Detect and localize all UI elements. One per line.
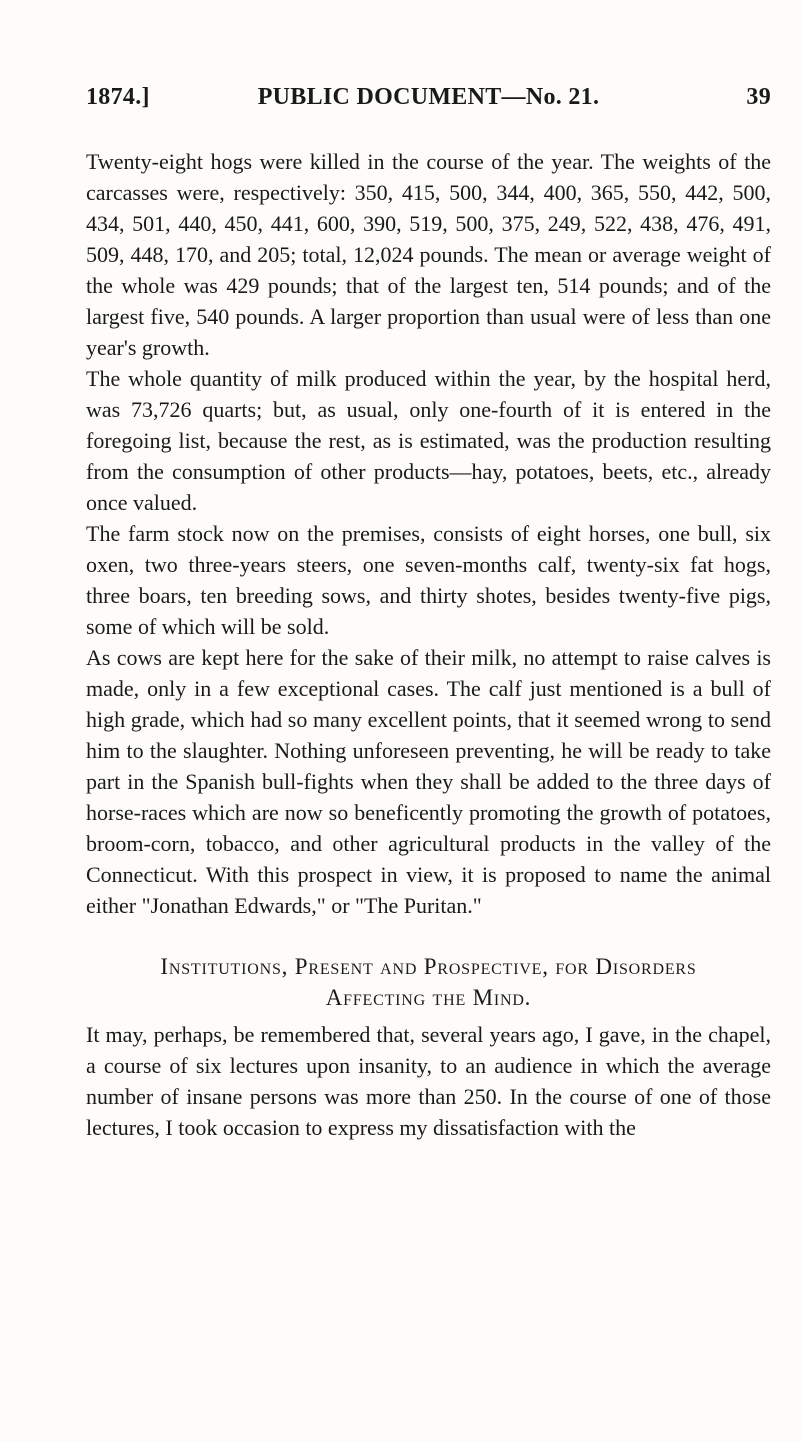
section-heading-line-1: Institutions, Present and Prospective, for Disorders <box>160 954 697 979</box>
body-text <box>86 146 771 1143</box>
header-title: PUBLIC DOCUMENT—No. 21. <box>257 84 600 110</box>
paragraph-milk: The whole quantity of milk produced within the year, by the hospital herd, was 73,726 quarts; but, as usual, only one-fourth of it is entered in the foregoing list, because the rest, as is estimated, was the production resulting from the consumption of other products—hay, potatoes, beets, etc., already once valued. <box>86 366 771 515</box>
section-heading <box>86 951 771 1013</box>
paragraph-hogs: Twenty-eight hogs were killed in the course of the year. The weights of the carcasses were, respectively: 350, 415, 500, 344, 400, 365, 550, 442, 500, 434, 501, 440, 450, 441, 600, 390, 519, 500, 375, 249, 522, 438, 476, 491, 509, 448, 170, and 205; total, 12,024 pounds. The mean or average weight of the whole was 429 pounds; that of the largest ten, 514 pounds; and of the largest five, 540 pounds. A larger proportion than usual were of less than one year's growth. <box>86 149 771 360</box>
page-number: 39 <box>746 84 771 110</box>
paragraph-calves: As cows are kept here for the sake of their milk, no attempt to raise calves is made, only in a few exceptional cases. The calf just mentioned is a bull of high grade, which had so many excellent points, that it seemed wrong to send him to the slaughter. Nothing unforeseen preventing, he will be ready to take part in the Spanish bull-fights when they shall be added to the three days of horse-races which are now so beneficently promoting the growth of potatoes, broom-corn, tobacco, and other agricultural products in the valley of the Connecticut. With this prospect in view, it is proposed to name the animal either "Jonathan Edwards," or "The Puritan." <box>86 645 771 918</box>
header-year: 1874.] <box>86 84 150 110</box>
paragraph-lectures: It may, perhaps, be remembered that, several years ago, I gave, in the chapel, a course of six lectures upon insanity, to an audience in which the average number of insane persons was more than 250. In the course of one of those lectures, I took occasion to express my dissatisfaction with the <box>86 1022 771 1140</box>
paragraph-farm-stock: The farm stock now on the premises, consists of eight horses, one bull, six oxen, two three-years steers, one seven-months calf, twenty-six fat hogs, three boars, ten breeding sows, and thirty shotes, besides twenty-five pigs, some of which will be sold. <box>86 521 771 639</box>
running-head <box>86 84 771 124</box>
section-heading-line-2: Affecting the Mind. <box>325 985 532 1010</box>
